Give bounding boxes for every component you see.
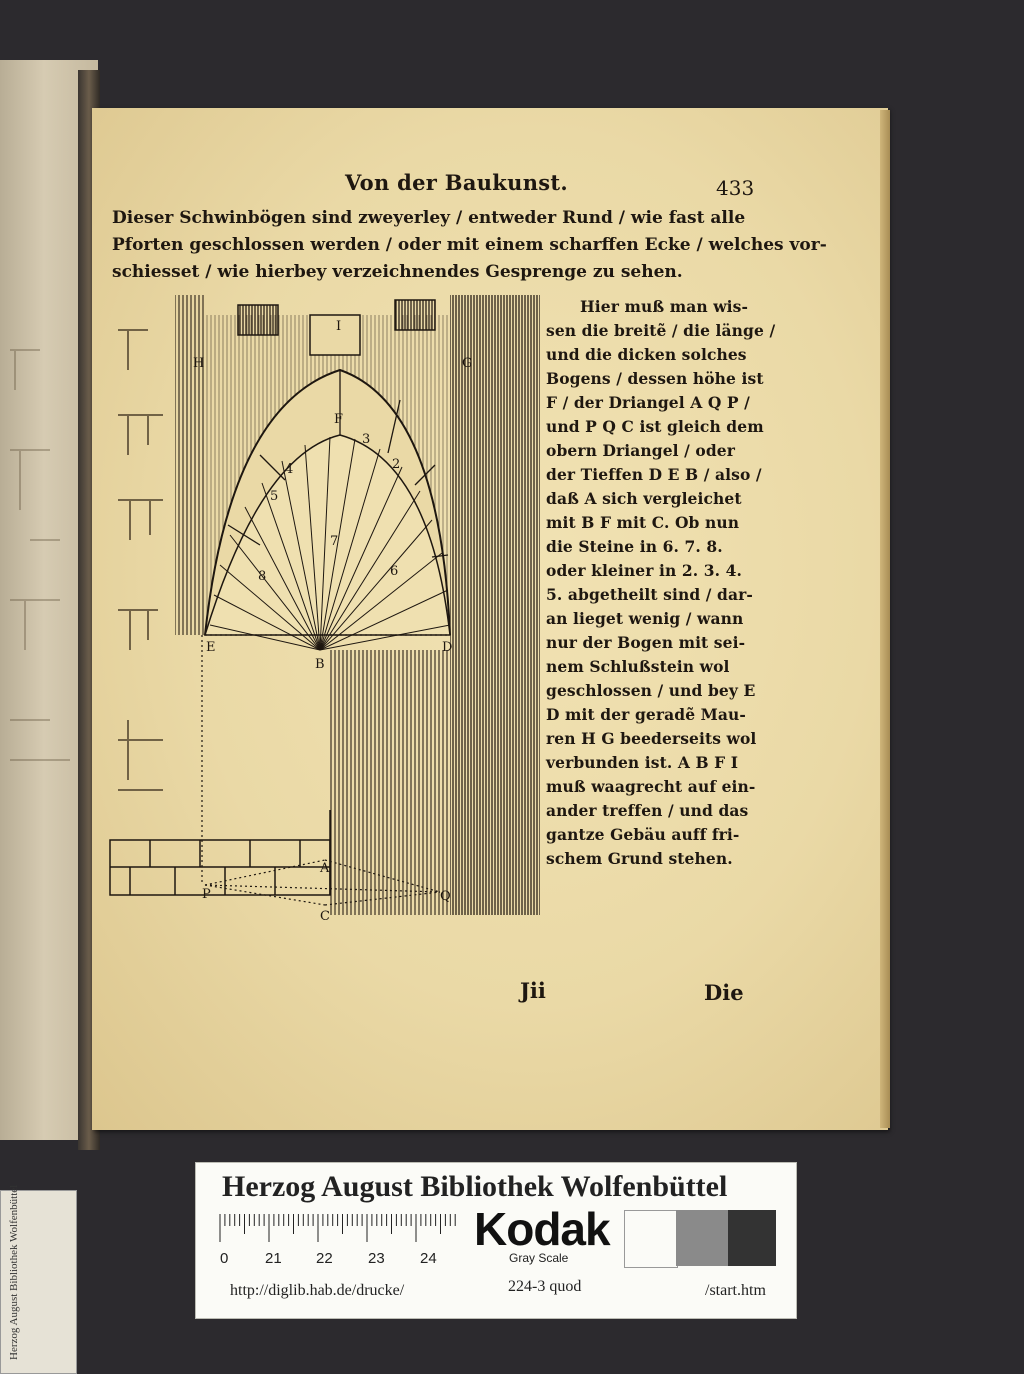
gray-patch-dark	[728, 1210, 776, 1266]
label-6: 6	[390, 564, 399, 579]
column-line: ander treffen / und das	[546, 801, 749, 820]
label-a: A	[320, 861, 330, 876]
ruler-label: 23	[368, 1250, 385, 1267]
label-p: P	[202, 887, 211, 902]
column-line: muß waagrecht auf ein-	[546, 777, 756, 796]
label-i: I	[336, 319, 342, 334]
shelfmark: 224-3 quod	[508, 1278, 582, 1295]
side-label-text: Herzog August Bibliothek Wolfenbüttel	[8, 1184, 20, 1360]
column-line: gantze Gebäu auff fri-	[546, 825, 740, 844]
column-line: obern Driangel / oder	[546, 441, 736, 460]
column-line: und P Q C ist gleich dem	[546, 417, 764, 436]
library-name: Herzog August Bibliothek Wolfenbüttel	[222, 1170, 728, 1203]
gray-patch-mid	[676, 1210, 728, 1266]
intro-line: Pforten geschlossen werden / oder mit einem scharffen Ecke / welches vor-	[112, 235, 827, 255]
label-5: 5	[270, 489, 279, 504]
column-line: schem Grund stehen.	[546, 849, 733, 868]
label-q: Q	[440, 889, 451, 904]
column-line: ren H G beederseits wol	[546, 729, 757, 748]
gray-scale-label: Gray Scale	[509, 1251, 569, 1265]
catchword: Die	[704, 980, 744, 1005]
signature-mark: Jii	[520, 978, 546, 1003]
column-line: Hier muß man wis-	[580, 297, 748, 316]
column-line: D mit der geradẽ Mau-	[546, 705, 746, 724]
ruler-label: 22	[316, 1250, 333, 1267]
kodak-logo: Kodak	[474, 1203, 610, 1255]
page-number: 433	[716, 176, 755, 200]
start-path: /start.htm	[705, 1282, 766, 1299]
ruler	[218, 1212, 460, 1248]
page-edge	[880, 110, 890, 1128]
label-8: 8	[258, 569, 267, 584]
column-line: oder kleiner in 2. 3. 4.	[546, 561, 742, 580]
column-line: mit B F mit C. Ob nun	[546, 513, 740, 532]
label-f: F	[334, 412, 344, 427]
column-line: an lieget wenig / wann	[546, 609, 744, 628]
label-b: B	[315, 657, 325, 672]
intro-line: Dieser Schwinbögen sind zweyerley / entweder Rund / wie fast alle	[112, 208, 746, 228]
gray-patch-white	[624, 1210, 678, 1268]
column-line: 5. abgetheilt sind / dar-	[546, 585, 753, 604]
label-d: D	[442, 640, 453, 655]
column-line: Bogens / dessen höhe ist	[546, 369, 764, 388]
ruler-label: 21	[265, 1250, 282, 1267]
column-line: nur der Bogen mit sei-	[546, 633, 746, 652]
label-h: H	[193, 356, 205, 371]
column-line: verbunden ist. A B F I	[546, 753, 739, 772]
left-page-showthrough	[0, 120, 90, 1020]
arch-engraving	[110, 295, 546, 924]
column-line: nem Schlußstein wol	[546, 657, 730, 676]
column-line: F / der Driangel A Q P /	[546, 393, 750, 412]
column-line: die Steine in 6. 7. 8.	[546, 537, 723, 556]
ruler-label: 0	[220, 1250, 229, 1267]
label-c: C	[320, 909, 330, 924]
url-text: http://diglib.hab.de/drucke/	[230, 1282, 405, 1299]
column-line: und die dicken solches	[546, 345, 747, 364]
label-g: G	[462, 356, 473, 371]
ruler-label: 24	[420, 1250, 437, 1267]
bleed-marks	[108, 320, 168, 880]
label-3: 3	[362, 432, 371, 447]
column-line: sen die breitẽ / die länge /	[546, 321, 776, 340]
label-4: 4	[285, 462, 294, 477]
label-2: 2	[392, 457, 401, 472]
running-head: Von der Baukunst.	[345, 170, 569, 195]
column-line: daß A sich vergleichet	[546, 489, 742, 508]
label-7: 7	[330, 534, 339, 549]
column-line: der Tieffen D E B / also /	[546, 465, 762, 484]
column-line: geschlossen / und bey E	[546, 681, 756, 700]
intro-line: schiesset / wie hierbey verzeichnendes Gesprenge zu sehen.	[112, 262, 683, 282]
label-e: E	[206, 640, 216, 655]
